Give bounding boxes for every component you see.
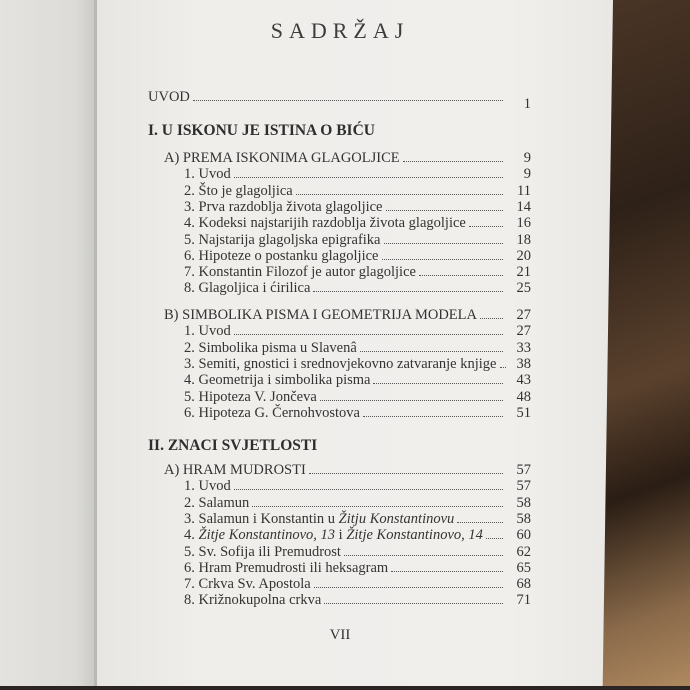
entry-text: 3. Salamun i Konstantin u <box>184 510 339 527</box>
entry-text: 7. Konstantin Filozof je autor glagoljice <box>184 264 416 281</box>
section-entry <box>164 462 531 478</box>
dot-leader <box>193 100 503 101</box>
entry-page-number: 33 <box>516 339 531 356</box>
entry-page-number: 14 <box>516 198 531 215</box>
entry-text: Žitje Konstantinovo, 14 <box>346 527 483 544</box>
entry-page-number: 51 <box>516 404 531 421</box>
toc-entry <box>184 478 531 494</box>
entry-title <box>184 356 497 372</box>
entry-text: Žitju Konstantinovu <box>338 510 455 527</box>
entry-title <box>184 405 360 421</box>
entry-text: 2. Salamun <box>184 494 250 511</box>
dot-leader <box>234 177 503 178</box>
entry-text: Žitje Konstantinovo, 13 <box>198 527 336 544</box>
dot-leader <box>344 555 503 556</box>
entry-title <box>184 560 388 576</box>
entry-title <box>184 511 454 527</box>
entry-page-number: 38 <box>516 355 531 372</box>
toc-entry <box>184 372 531 388</box>
left-page <box>0 0 96 690</box>
entry-page-number: 71 <box>516 592 531 609</box>
entry-title <box>184 199 383 215</box>
section-entry <box>164 150 531 166</box>
dot-leader <box>320 400 503 401</box>
entry-text: 4. Kodeksi najstarijih razdoblja života glagoljice <box>184 215 466 232</box>
entry-page-number: 57 <box>516 462 531 478</box>
entry-title <box>184 248 379 264</box>
dot-leader <box>363 416 503 417</box>
dot-leader <box>384 243 504 244</box>
toc-entry <box>184 560 531 576</box>
entry-title <box>184 389 317 405</box>
entry-title <box>184 592 321 608</box>
entry-text: 8. Glagoljica i ćirilica <box>184 280 311 297</box>
entry-text: 6. Hipoteze o postanku glagoljice <box>184 247 379 264</box>
entry-text: 5. Hipoteza V. Jončeva <box>184 388 317 405</box>
entry-page-number: 48 <box>516 388 531 405</box>
dot-leader <box>419 275 503 276</box>
toc-entry-uvod <box>148 89 531 112</box>
toc-entry <box>184 495 531 511</box>
entry-text: 2. Simbolika pisma u Slavenâ <box>184 339 357 356</box>
dot-leader <box>360 351 503 352</box>
dot-leader <box>234 489 503 490</box>
entry-title <box>148 89 190 105</box>
section-entry <box>164 307 531 323</box>
page-title: SADRŽAJ <box>270 18 410 43</box>
dot-leader <box>234 334 503 335</box>
entry-page-number: 21 <box>516 264 531 281</box>
entry-page-number: 68 <box>516 576 531 593</box>
toc-entry <box>184 248 531 264</box>
dot-leader <box>500 367 506 368</box>
toc-entry <box>184 527 531 543</box>
entry-text: 3. Semiti, gnostici i srednovjekovno zatvaranje knjige <box>184 355 497 372</box>
entry-title <box>184 478 231 494</box>
toc-entry <box>184 166 531 182</box>
entry-page-number: 57 <box>516 478 531 495</box>
entry-page-number: 60 <box>516 527 531 544</box>
dot-leader <box>457 522 503 523</box>
dot-leader <box>480 318 503 319</box>
entry-title <box>184 544 341 560</box>
entry-text: A) PREMA ISKONIMA GLAGOLJICE <box>164 150 400 166</box>
dot-leader <box>309 473 503 474</box>
entry-text: 5. Najstarija glagoljska epigrafika <box>184 231 381 248</box>
entry-page-number: 9 <box>523 166 531 183</box>
dot-leader <box>324 603 503 604</box>
entry-title <box>184 183 293 199</box>
entry-text: 4. <box>184 527 199 544</box>
dot-leader <box>391 571 503 572</box>
book-gutter <box>94 0 97 690</box>
toc-entry <box>184 215 531 231</box>
entry-page-number: 9 <box>523 150 531 166</box>
entry-text: 1. Uvod <box>184 478 231 495</box>
toc-entry <box>184 199 531 215</box>
dot-leader <box>469 226 503 227</box>
toc-entry <box>184 340 531 356</box>
entry-title <box>184 576 311 592</box>
entry-page-number: 11 <box>517 182 531 199</box>
toc-entry <box>184 264 531 280</box>
entry-text: UVOD <box>148 89 190 105</box>
entry-title <box>184 527 483 543</box>
entry-title <box>164 150 400 166</box>
dot-leader <box>314 587 503 588</box>
entry-text: 6. Hram Premudrosti ili heksagram <box>184 559 389 576</box>
entry-page-number: 65 <box>516 559 531 576</box>
entry-title <box>184 215 466 231</box>
entry-title <box>184 232 381 248</box>
entry-page-number: 43 <box>516 372 531 389</box>
dot-leader <box>403 161 503 162</box>
entry-page-number: 58 <box>516 510 531 527</box>
part-heading: I. U ISKONU JE ISTINA O BIĆU <box>148 122 375 139</box>
toc-entry <box>184 323 531 339</box>
toc-entry <box>184 356 531 372</box>
entry-page-number: 27 <box>516 307 531 323</box>
part-heading: II. ZNACI SVJETLOSTI <box>148 437 318 454</box>
entry-title <box>184 166 231 182</box>
toc-entry <box>184 389 531 405</box>
entry-text: 5. Sv. Sofija ili Premudrost <box>184 543 341 560</box>
entry-title <box>184 280 310 296</box>
entry-text: 1. Uvod <box>184 166 231 183</box>
dot-leader <box>252 506 503 507</box>
wooden-table <box>600 0 690 690</box>
toc-entry <box>184 183 531 199</box>
entry-text: 2. Što je glagoljica <box>184 182 293 199</box>
entry-page-number: 16 <box>516 215 531 232</box>
page-number: VII <box>329 627 351 643</box>
entry-page-number: 58 <box>516 494 531 511</box>
entry-text: 8. Križnokupolna crkva <box>184 592 322 609</box>
entry-text: 7. Crkva Sv. Apostola <box>184 576 311 593</box>
entry-title <box>164 307 477 323</box>
entry-text: i <box>335 527 347 544</box>
entry-page-number: 25 <box>516 280 531 297</box>
entry-page-number: 62 <box>516 543 531 560</box>
toc-entry <box>184 232 531 248</box>
entry-text: 3. Prva razdoblja života glagoljice <box>184 198 383 215</box>
toc-entry <box>184 511 531 527</box>
toc-entry <box>184 544 531 560</box>
toc-entry <box>184 280 531 296</box>
entry-text: A) HRAM MUDROSTI <box>164 462 306 478</box>
entry-text: B) SIMBOLIKA PISMA I GEOMETRIJA MODELA <box>164 307 477 323</box>
entry-title <box>184 323 231 339</box>
entry-title <box>184 264 416 280</box>
dot-leader <box>486 538 503 539</box>
dot-leader <box>386 210 504 211</box>
dot-leader <box>373 383 503 384</box>
dot-leader <box>382 259 504 260</box>
entry-title <box>164 462 306 478</box>
dot-leader <box>296 194 503 195</box>
toc-entry <box>184 592 531 608</box>
entry-page-number: 20 <box>516 247 531 264</box>
dot-leader <box>313 291 503 292</box>
page-bottom-edge <box>0 686 690 690</box>
entry-text: 6. Hipoteza G. Černohvostova <box>184 404 360 421</box>
entry-page-number: 27 <box>516 323 531 340</box>
toc-entry <box>184 405 531 421</box>
entry-title <box>184 495 249 511</box>
entry-text: 4. Geometrija i simbolika pisma <box>184 372 371 389</box>
entry-title <box>184 372 370 388</box>
entry-title <box>184 340 357 356</box>
entry-page-number: 18 <box>516 231 531 248</box>
toc-entry <box>184 576 531 592</box>
entry-text: 1. Uvod <box>184 323 231 340</box>
entry-page-number: 1 <box>523 96 531 112</box>
